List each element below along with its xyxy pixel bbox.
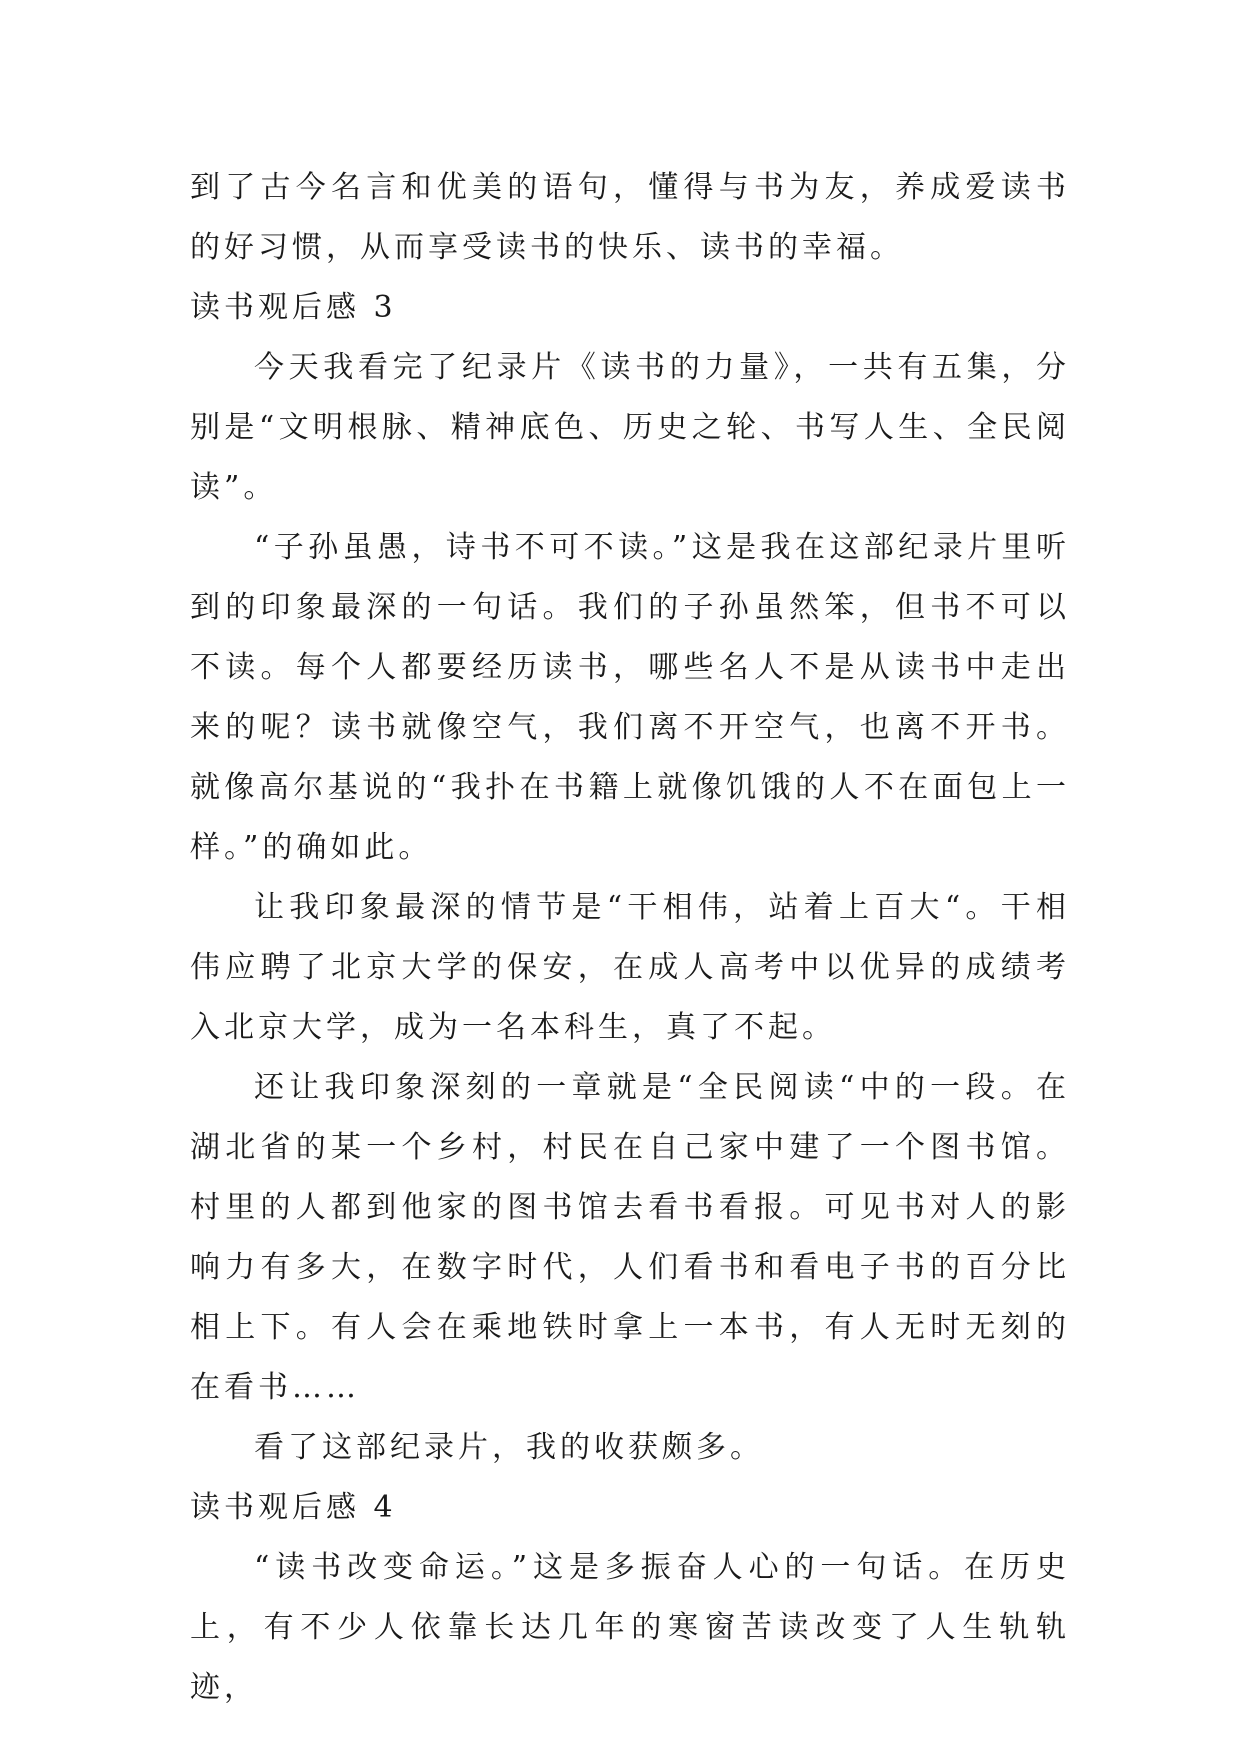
section-heading-3: 读书观后感 3 (190, 290, 397, 325)
document-body (190, 158, 1070, 1718)
paragraph: 看了这部纪录片，我的收获颇多。 (254, 1430, 764, 1465)
paragraph: “读书改变命运。”这是多振奋人心的一句话。在历史上，有不少人依靠长达几年的寒窗苦读改变了人生轨轨迹， (190, 1550, 1070, 1705)
paragraph: 到了古今名言和优美的语句，懂得与书为友，养成爱读书的好习惯，从而享受读书的快乐、读书的幸福。 (190, 170, 1070, 265)
paragraph: 还让我印象深刻的一章就是“全民阅读“中的一段。在湖北省的某一个乡村，村民在自己家中建了一个图书馆。村里的人都到他家的图书馆去看书看报。可见书对人的影响力有多大，在数字时代，人们看书和看电子书的百分比相上下。有人会在乘地铁时拿上一本书，有人无时无刻的在看书…… (190, 1070, 1070, 1405)
paragraph: 让我印象最深的情节是“干相伟，站着上百大“。干相伟应聘了北京大学的保安，在成人高考中以优异的成绩考入北京大学，成为一名本科生，真了不起。 (190, 890, 1070, 1045)
paragraph: 今天我看完了纪录片《读书的力量》，一共有五集，分别是“文明根脉、精神底色、历史之轮、书写人生、全民阅读”。 (190, 350, 1070, 505)
section-heading-4: 读书观后感 4 (190, 1490, 397, 1525)
paragraph: “子孙虽愚，诗书不可不读。”这是我在这部纪录片里听到的印象最深的一句话。我们的子孙虽然笨，但书不可以不读。每个人都要经历读书，哪些名人不是从读书中走出来的呢？读书就像空气，我们离不开空气，也离不开书。就像高尔基说的“我扑在书籍上就像饥饿的人不在面包上一样。”的确如此。 (190, 530, 1070, 865)
